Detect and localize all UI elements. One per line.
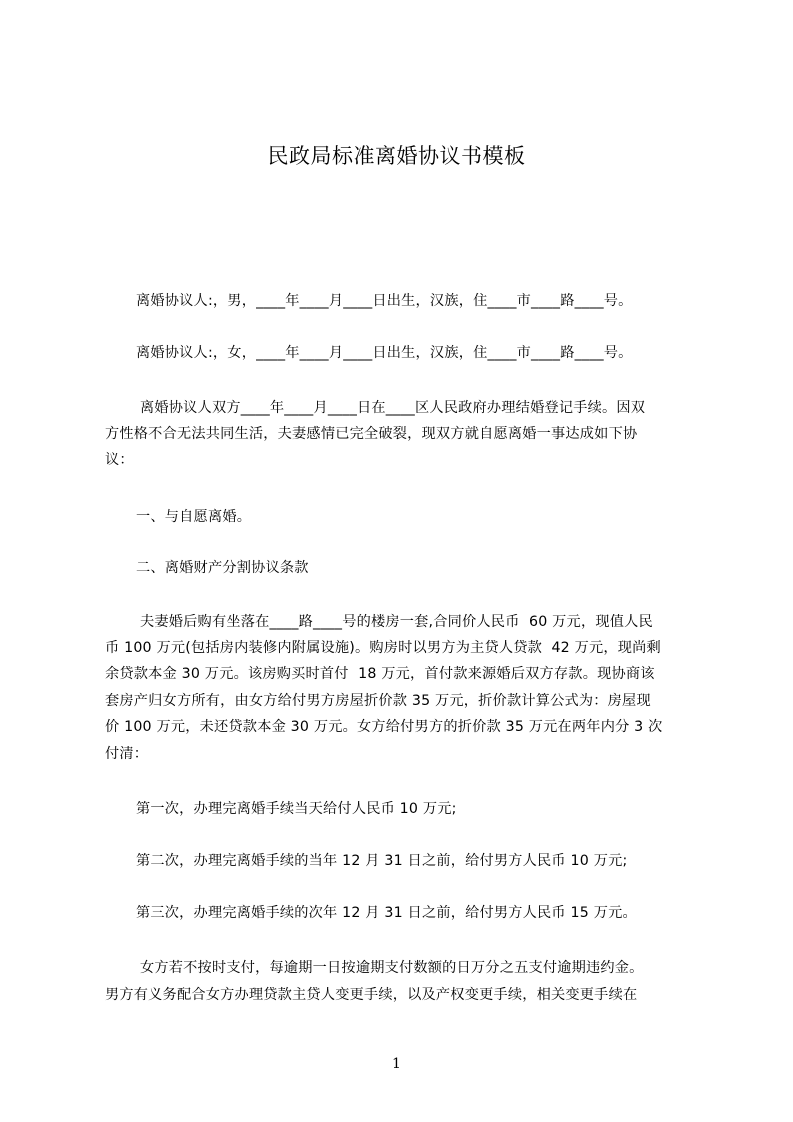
property-paragraph-line-3: 余贷款本金 30 万元。该房购买时首付 18 万元，首付款来源婚后双方存款。现协商该 bbox=[105, 666, 655, 682]
property-paragraph-line-6: 付清： bbox=[105, 746, 149, 762]
property-paragraph-line-4: 套房产归女方所有，由女方给付男方房屋折价款 35 万元，折价款计算公式为：房屋现 bbox=[105, 693, 651, 709]
document-title: 民政局标准离婚协议书模板 bbox=[267, 144, 526, 168]
property-paragraph-line-2: 币 100 万元(包括房内装修内附属设施)。购房时以男方为主贷人贷款 42 万元，现尚剩 bbox=[105, 640, 661, 656]
payment-third-line: 第三次，办理完离婚手续的次年 12 月 31 日之前，给付男方人民币 15 万元。 bbox=[136, 905, 637, 921]
clause-one-heading: 一、与自愿离婚。 bbox=[136, 509, 252, 525]
page-number: 1 bbox=[392, 1056, 401, 1072]
clause-two-heading: 二、离婚财产分割协议条款 bbox=[136, 560, 309, 576]
penalty-paragraph-line-2: 男方有义务配合女方办理贷款主贷人变更手续，以及产权变更手续，相关变更手续在 bbox=[105, 987, 638, 1003]
penalty-paragraph-line-1: 女方若不按时支付，每逾期一日按逾期支付数额的日万分之五支付逾期违约金。 bbox=[140, 960, 644, 976]
party-male-line: 离婚协议人:，男，____年____月____日出生，汉族，住____市____路____号。 bbox=[136, 293, 633, 309]
property-paragraph-line-5: 价 100 万元，未还贷款本金 30 万元。女方给付男方的折价款 35 万元在两年内分 3 次 bbox=[105, 719, 663, 735]
intro-paragraph-line-2: 方性格不合无法共同生活，夫妻感情已完全破裂，现双方就自愿离婚一事达成如下协 bbox=[105, 426, 638, 442]
intro-paragraph-line-3: 议： bbox=[105, 452, 134, 468]
property-paragraph-line-1: 夫妻婚后购有坐落在____路____号的楼房一套,合同价人民币 60 万元，现值人民 bbox=[140, 614, 653, 630]
payment-first-line: 第一次，办理完离婚手续当天给付人民币 10 万元; bbox=[136, 801, 457, 817]
intro-paragraph-line-1: 离婚协议人双方____年____月____日在____区人民政府办理结婚登记手续。因双 bbox=[140, 400, 646, 416]
party-female-line: 离婚协议人:，女，____年____月____日出生，汉族，住____市____路____号。 bbox=[136, 345, 633, 361]
payment-second-line: 第二次，办理完离婚手续的当年 12 月 31 日之前，给付男方人民币 10 万元; bbox=[136, 853, 628, 869]
